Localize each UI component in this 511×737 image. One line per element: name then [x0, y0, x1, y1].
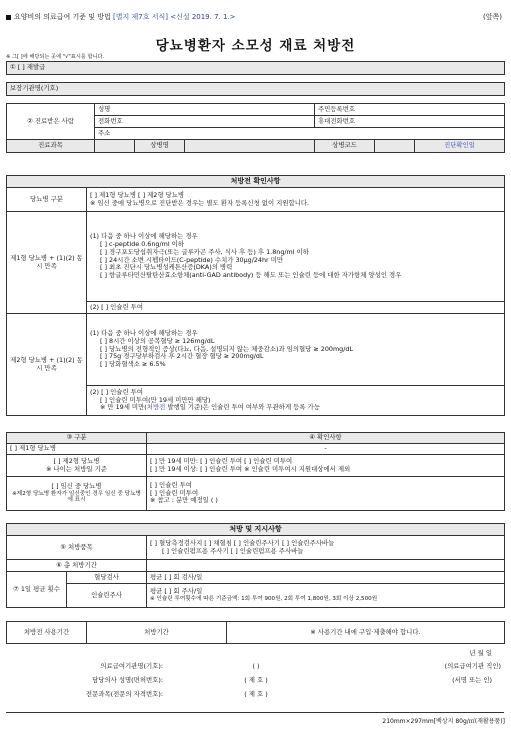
- paper-spec: 210mm×297mm[백상지 80g/㎡(재활용품)]: [382, 718, 505, 725]
- rx-items-row1[interactable]: [ ] 혈당측정검사지 [ ] 채혈침 [ ] 인슐린주사기 [ ] 인슐린주사바늘: [150, 538, 335, 547]
- form-header: [6, 12, 504, 22]
- name-label[interactable]: 성명: [95, 104, 315, 116]
- t2-cond1-opt[interactable]: [ ] 당화혈색소 ≥ 6.5%: [100, 360, 166, 369]
- usage-period[interactable]: 처방기간: [87, 622, 227, 644]
- patient-table: [6, 61, 505, 153]
- rx-glucose-label: 혈당검사: [67, 572, 147, 584]
- classify-t2-under19[interactable]: [ ] 만 19세 미만: [ ] 인슐린 투여 [ ] 인슐린 미투여: [150, 456, 293, 465]
- classify-head-left: ③ 구분: [7, 433, 147, 444]
- classify-t2-over19[interactable]: [ ] 만 19세 이상: [ ] 인슐린 투여 ※ 인슐린 미투여시 지원대상에서 제외: [150, 464, 351, 473]
- t1-cond1-opt[interactable]: [ ] 경구포도당섭취자극(또는 글루카곤 주사, 식사 후 등) 후 1.8ng/ml 이하: [100, 247, 309, 256]
- sign-doctor-field[interactable]: ( 제 호 ): [244, 676, 268, 685]
- patient-section-label: ② 진료받은 사람: [7, 104, 95, 140]
- confirm-table: [6, 175, 505, 416]
- classify-t2[interactable]: [ ] 제2형 당뇨병: [53, 456, 100, 465]
- classify-t1[interactable]: [ ] 제1형 당뇨병: [7, 444, 147, 455]
- t2-cond1-opt[interactable]: [ ] 75g 경구당부하검사 후 2시간 혈장 혈당 ≥ 200mg/dL: [100, 352, 264, 361]
- t2-cond2-head[interactable]: (2) [ ] 인슐린 투여: [90, 387, 144, 396]
- bottom-divider: [6, 712, 504, 713]
- rx-items-row2[interactable]: [ ] 인슐린펌프용 주사기 [ ] 인슐린펌프용 주사바늘: [162, 546, 304, 555]
- classify-table: [6, 432, 505, 511]
- classify-gdm-due[interactable]: ※ 참고 : 분만 예정일 ( ): [150, 496, 218, 505]
- mobile-label[interactable]: 휴대전화번호: [315, 116, 505, 128]
- sign-specialty-field[interactable]: ( 제 호 ): [244, 690, 268, 699]
- type-label: 당뇨병 구분: [7, 188, 87, 212]
- usage-table: [6, 621, 505, 644]
- rx-freq-label: ⑦ 1일 평균 횟수: [7, 572, 67, 608]
- classify-gdm-no-insulin[interactable]: [ ] 인슐린 미투여: [150, 488, 199, 497]
- sign-inst-field[interactable]: ( ): [252, 662, 260, 671]
- header-side: (앞쪽): [483, 13, 502, 21]
- header-form-ref: [별지 제7호 서식] <신설 2019. 7. 1.>: [113, 13, 236, 21]
- t1-cond1-head: (1) 다음 중 하나 이상에 해당하는 경우: [90, 232, 198, 241]
- form-title: 당뇨병환자 소모성 재료 처방전: [155, 38, 356, 54]
- rx-period-label: ⑥ 총 처방기간: [7, 560, 147, 572]
- rx-insulin-note: ※ 인슐린 투여횟수에 따른 기준금액: 1회 투여 900원, 2회 투여 1,800원, 3회 이상 2,500원: [150, 596, 378, 602]
- phone-label[interactable]: 전화번호: [95, 116, 315, 128]
- t2-cond2-note: ※ 만 19세 미만(처방전 발행일 기준)은 인슐린 투여 여부와 무관하게 등록 가능: [100, 403, 320, 412]
- sign-doctor-sign: (서명 또는 인): [452, 676, 492, 685]
- t1-cond1-opt[interactable]: [ ] 항글루타민산탈탄산효소항체(anti-GAD antibody) 등 해도 또는 인슐린 등에 대한 자가항체 양성인 경우: [100, 271, 402, 280]
- rx-heading: 처방 및 지시사항: [7, 524, 505, 536]
- form-note: ※ 그[ ]에 해당되는 곳에 "√"표시를 합니다.: [6, 54, 105, 60]
- rx-insulin-value[interactable]: 평균 [ ] 회 주사/일: [150, 587, 203, 596]
- sign-table: [6, 647, 504, 702]
- t2-label: 제2형 당뇨병 + (1)(2) 동시 만족: [7, 314, 87, 416]
- t2-cond2-opt[interactable]: [ ] 인슐린 미투여(만 19세 미만만 해당): [100, 395, 211, 404]
- classify-t2-note: ※ 나이는 처방일 기준: [46, 464, 107, 473]
- diag-confirm-label: 진단확인일: [415, 140, 505, 153]
- sign-specialty: 전문과목(전문의 자격번호):: [85, 690, 163, 699]
- disease-label: 상병명: [135, 140, 185, 153]
- t1-cond2[interactable]: (2) [ ] 인슐린 투여: [87, 302, 505, 314]
- code-label: 상병코드: [315, 140, 375, 153]
- sign-institution: 의료급여기관명(기호):: [100, 662, 163, 671]
- reissue-checkbox[interactable]: ① [ ] 재발급: [7, 62, 505, 75]
- t1-cond1-opt[interactable]: [ ] 최초 진단시 당뇨병성케톤산증(DKA)의 병력: [100, 263, 233, 272]
- rx-table: [6, 523, 505, 608]
- usage-label: 처방전 사용기간: [7, 622, 87, 644]
- t2-cond1-opt[interactable]: [ ] 당뇨병의 전형적인 증상(다뇨, 다음, 설명되지 않는 체중감소)과 임의혈당 ≥ 200mg/dL: [100, 344, 354, 353]
- classify-head-right: ④ 확인사항: [147, 433, 505, 444]
- t2-cond1-opt[interactable]: [ ] 8시간 이상의 공복혈당 ≥ 126mg/dL: [100, 336, 215, 345]
- classify-gdm-insulin[interactable]: [ ] 인슐린 투여: [150, 480, 192, 489]
- rx-items-label: ⑤ 처방품목: [7, 536, 147, 560]
- classify-t1-right: -: [147, 444, 505, 455]
- sign-inst-seal: (의료급여기관 직인): [444, 662, 501, 671]
- t2-cond1-head: (1) 다음 중 하나 이상에 해당하는 경우: [90, 328, 198, 337]
- type-note: ※ 임신 중에 당뇨병으로 진단받은 경우는 별도 환자 등록신청 없이 지원합니다.: [90, 198, 310, 207]
- type-checkboxes[interactable]: [ ] 제1형 당뇨병 [ ] 제2형 당뇨병: [90, 190, 185, 199]
- classify-gdm[interactable]: [ ] 임신 중 당뇨병: [51, 481, 102, 490]
- rx-insulin-label: 인슐린주사: [67, 584, 147, 608]
- rx-glucose-value[interactable]: 평균 [ ] 회 검사/일: [147, 572, 505, 584]
- usage-note: ※ 사용기간 내에 구입·제출해야 합니다.: [227, 622, 505, 644]
- square-bullet-icon: [6, 15, 11, 20]
- t1-label: 제1형 당뇨병 + (1)(2) 동시 만족: [7, 212, 87, 314]
- t1-cond1-opt[interactable]: [ ] c-peptide 0.6ng/ml 이하: [100, 239, 185, 248]
- rrn-label[interactable]: 주민등록번호: [315, 104, 505, 116]
- dept-label: 진료과목: [7, 140, 95, 153]
- rx-period-value[interactable]: [147, 560, 505, 572]
- t1-cond1-opt[interactable]: [ ] 24시간 소변 시펩타이드(C-peptide) 수치가 30μg/24hr 미만: [100, 255, 284, 264]
- sign-doctor: 담당의사 성명(면허번호):: [92, 676, 163, 685]
- sign-date[interactable]: 년 월 일: [469, 648, 492, 657]
- header-prefix: 요양비의 의료급여 기준 및 방법: [14, 13, 111, 21]
- confirm-heading: 처방전 확인사항: [7, 176, 505, 188]
- classify-gdm-note: ※제2형 당뇨병 환자가 임신중인 경우 임신 중 당뇨병에 표시: [12, 490, 141, 504]
- address-label[interactable]: 주소: [95, 128, 505, 140]
- agency-label: 보장기관명(기호): [7, 83, 505, 96]
